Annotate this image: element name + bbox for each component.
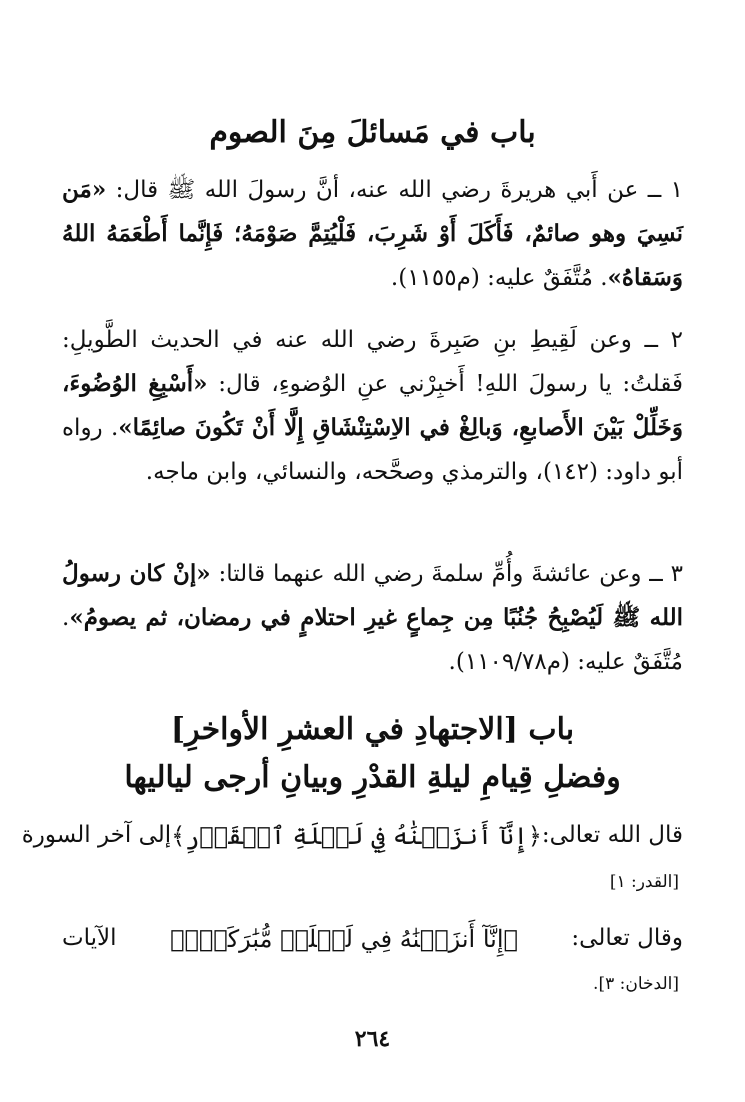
hadith-2-source: . رواه أبو داود: (١٤٢)، والترمذي وصحَّحه، والنسائي، وابن ماجه. [62, 415, 683, 485]
verse-1-text: ﴿إِنَّآ أَنزَلۡنَٰهُ فِي لَيۡلَةِ ٱلۡقَدۡرِ﴾ [171, 822, 542, 850]
verse-2-line [62, 925, 683, 953]
hadith-3-lead: ٣ ــ وعن عائشةَ وأُمِّ سلمةَ رضي الله عنهما قالتا: [210, 561, 683, 587]
verse-1-reference: [القدر: ١] [609, 872, 679, 892]
section-heading-fasting-issues: باب في مَسائلَ مِنَ الصوم [209, 115, 536, 150]
verse-1-tail: إلى آخر السورة [21, 822, 172, 848]
hadith-1-source: . مُتَّفَقٌ عليه: (م١١٥٥). [390, 265, 608, 291]
hadith-3-quote: «إنْ كان رسولُ الله ﷺ لَيُصْبِحُ جُنُبًا مِن جِماعٍ غيرِ احتلامٍ في رمضان، ثم يصومُ» [62, 560, 683, 631]
hadith-2 [62, 318, 683, 494]
verse-1-line [21, 822, 683, 850]
section-heading-last-ten-nights: باب [الاجتهادِ في العشرِ الأواخرِ] [170, 712, 575, 747]
hadith-1 [62, 168, 683, 300]
hadith-2-lead: ٢ ــ وعن لَقِيطِ بنِ صَبِرةَ رضي الله عنه في الحديث الطَّويلِ: فَقلتُ: يا رسولَ اللهِ! أَخبِرْني عنِ الوُضوءِ، قال: [62, 327, 683, 397]
section-subheading-laylat-al-qadr: وفضلِ قِيامِ ليلةِ القدْرِ وبيانِ أرجى لياليها [124, 760, 621, 795]
hadith-3 [62, 552, 683, 684]
hadith-1-quote: «مَن نَسِيَ وهو صائمٌ، فَأَكَلَ أَوْ شَرِبَ، فَلْيُتِمَّ صَوْمَهُ؛ فَإِنَّما أَطْعَمَهُ اللهُ وَسَقاهُ» [62, 176, 683, 291]
hadith-2-quote: «أَسْبِغِ الوُضُوءَ، وَخَلِّلْ بَيْنَ الأَصابعِ، وَبالِغْ في الاِسْتِنْشَاقِ إِلَّا أَنْ تَكُونَ صائِمًا» [62, 370, 683, 441]
hadith-3-source: . مُتَّفَقٌ عليه: (م١١٠٩/٧٨). [62, 605, 683, 675]
verse-2-reference: [الدخان: ٣]. [593, 974, 679, 994]
verse-2-tail: الآيات [62, 925, 117, 951]
page-number: ٢٦٤ [354, 1026, 391, 1052]
verse-2-intro: وقال تعالى: [571, 925, 683, 951]
verse-2-text: ﴿إِنَّآ أَنزَلۡنَٰهُ فِي لَيۡلَةٖ مُّبَٰرَكَةٍۚ﴾ [170, 925, 518, 953]
verse-1-intro: قال الله تعالى: [541, 822, 683, 848]
hadith-1-lead: ١ ــ عن أَبي هريرةَ رضي الله عنه، أنَّ رسولَ الله ﷺ قال: [106, 177, 683, 203]
